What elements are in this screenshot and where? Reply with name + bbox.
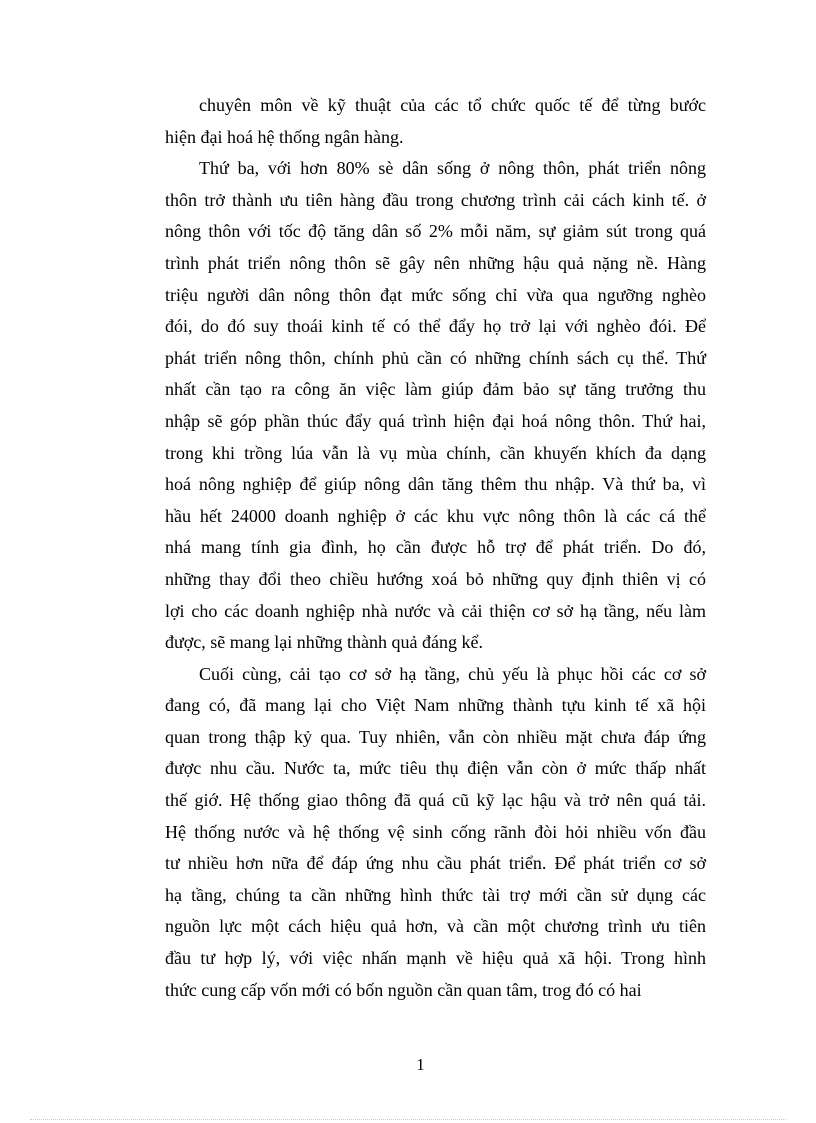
text-line: hoá nông nghiệp để giúp nông dân tăng thêm thu nhập. Và thứ ba, vì — [165, 474, 706, 495]
text-line: thôn trở thành ưu tiên hàng đầu trong chương trình cải cách kinh tế. ở — [165, 189, 706, 210]
text-line: nhất cần tạo ra công ăn việc làm giúp đảm bảo sự tăng trưởng thu — [165, 379, 706, 400]
text-line: nông thôn với tốc độ tăng dân số 2% mỗi năm, sự giảm sút trong quá — [165, 221, 706, 242]
text-line: Thứ ba, với hơn 80% sè dân sống ở nông thôn, phát triển nông — [199, 158, 706, 179]
text-line: phát triển nông thôn, chính phủ cần có những chính sách cụ thể. Thứ — [165, 347, 706, 368]
text-line: được, sẽ mang lại những thành quả đáng kể. — [165, 632, 483, 653]
text-line: đói, do đó suy thoái kinh tế có thể đẩy họ trở lại với nghèo đói. Để — [165, 316, 706, 337]
page-number: 1 — [416, 1055, 425, 1074]
text-line: trong khi trồng lúa vẫn là vụ mùa chính, cần khuyến khích đa dạng — [165, 442, 706, 463]
text-line: triệu người dân nông thôn đạt mức sống chỉ vừa qua ngưỡng nghèo — [165, 284, 706, 305]
page-bottom-divider — [30, 1119, 786, 1120]
text-line: những thay đổi theo chiều hướng xoá bỏ những quy định thiên vị có — [165, 568, 706, 589]
text-line: chuyên môn về kỹ thuật của các tổ chức quốc tế để từng bước — [199, 95, 706, 115]
text-line: hạ tầng, chúng ta cần những hình thức tài trợ mới cần sử dụng các — [165, 884, 706, 905]
text-line: thức cung cấp vốn mới có bốn nguồn cần quan tâm, trog đó có hai — [165, 979, 642, 1000]
text-line: đầu tư hợp lý, với việc nhấn mạnh về hiệu quả xã hội. Trong hình — [165, 948, 706, 969]
text-line: Hệ thống nước và hệ thống vệ sinh cống rãnh đòi hỏi nhiều vốn đầu — [165, 821, 706, 842]
text-line: quan trong thập kỷ qua. Tuy nhiên, vẫn còn nhiều mặt chưa đáp ứng — [165, 726, 706, 747]
text-line: trình phát triển nông thôn sẽ gây nên những hậu quả nặng nề. Hàng — [165, 252, 706, 273]
document-body — [165, 90, 706, 1006]
text-line: hầu hết 24000 doanh nghiệp ở các khu vực nông thôn là các cá thể — [165, 505, 706, 526]
text-line: thế giớ. Hệ thống giao thông đã quá cũ kỹ lạc hậu và trở nên quá tải. — [165, 790, 706, 811]
text-line: lợi cho các doanh nghiệp nhà nước và cải thiện cơ sở hạ tầng, nếu làm — [165, 600, 706, 621]
text-line: được nhu cầu. Nước ta, mức tiêu thụ điện vẫn còn ở mức thấp nhất — [165, 758, 706, 779]
text-line: hiện đại hoá hệ thống ngân hàng. — [165, 126, 404, 147]
text-line: Cuối cùng, cải tạo cơ sở hạ tầng, chủ yếu là phục hồi các cơ sở — [199, 663, 706, 684]
text-line: đang có, đã mang lại cho Việt Nam những thành tựu kinh tế xã hội — [165, 695, 706, 716]
text-line: tư nhiều hơn nữa để đáp ứng nhu cầu phát triển. Để phát triển cơ sở — [165, 853, 706, 874]
text-line: nhập sẽ góp phần thúc đẩy quá trình hiện đại hoá nông thôn. Thứ hai, — [165, 410, 706, 431]
text-line: nguồn lực một cách hiệu quả hơn, và cần một chương trình ưu tiên — [165, 916, 706, 937]
text-line: nhá mang tính gia đình, họ cần được hỗ trợ để phát triển. Do đó, — [165, 537, 706, 558]
